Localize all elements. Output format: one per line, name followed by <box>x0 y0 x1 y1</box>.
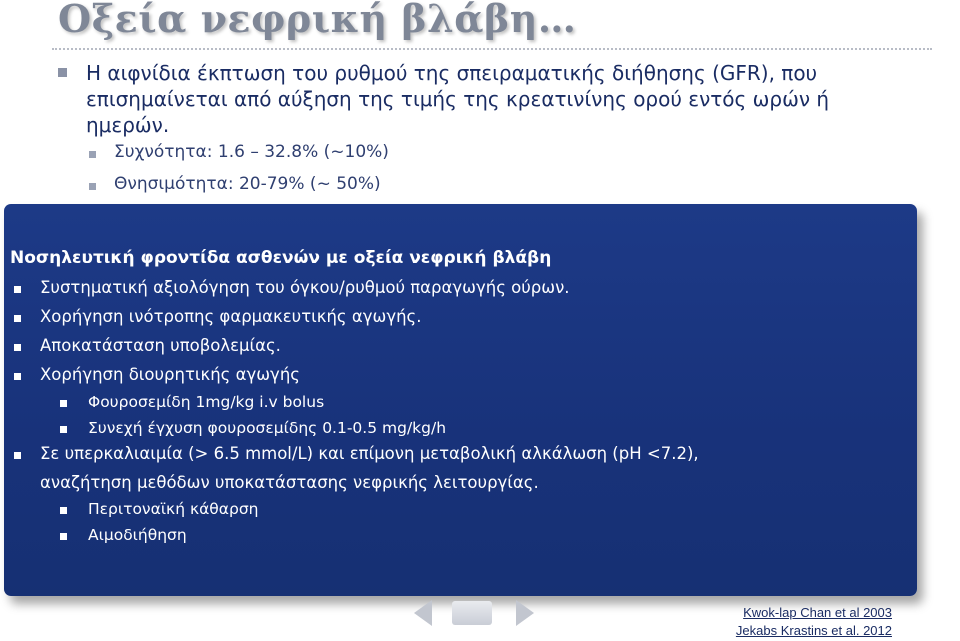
triangle-right-icon[interactable] <box>516 600 534 626</box>
bullet-square-icon <box>60 533 67 540</box>
reference-chan[interactable]: Kwok-lap Chan et al 2003 <box>743 605 892 620</box>
panel-item-hyperkalemia-cont: αναζήτηση μεθόδων υποκατάστασης νεφρικής λειτουργίας. <box>40 473 539 492</box>
slide-title: Οξεία νεφρική βλάβη… <box>58 0 577 41</box>
bullet-square-icon <box>14 315 21 322</box>
title-divider <box>52 48 932 50</box>
diuretic-sub-infusion: Συνεχή έγχυση φουροσεμίδης 0.1-0.5 mg/kg/h <box>88 419 447 437</box>
panel-item-inotropes: Χορήγηση ινότροπης φαρμακευτικής αγωγής. <box>40 307 422 326</box>
bullet-square-icon <box>14 452 21 459</box>
diuretic-sub-bolus: Φουροσεμίδη 1mg/kg i.v bolus <box>88 393 325 411</box>
mortality-bullet: Θνησιμότητα: 20-79% (~ 50%) <box>114 174 381 194</box>
frequency-bullet: Συχνότητα: 1.6 – 32.8% (~10%) <box>114 142 389 162</box>
bullet-square-icon <box>60 426 67 433</box>
reference-krastins[interactable]: Jekabs Krastins et al. 2012 <box>735 623 892 638</box>
panel-item-hyperkalemia: Σε υπερκαλιαιμία (> 6.5 mmol/L) και επίμονη μεταβολική αλκάλωση (pH <7.2), <box>40 444 699 463</box>
replacement-sub-hemofiltration: Αιμοδιήθηση <box>88 526 187 544</box>
replacement-sub-peritoneal: Περιτοναϊκή κάθαρση <box>88 500 259 518</box>
bullet-square-icon <box>14 286 21 293</box>
panel-item-urine-assessment: Συστηματική αξιολόγηση του όγκου/ρυθμού παραγωγής ούρων. <box>40 278 570 297</box>
triangle-left-icon[interactable] <box>414 600 432 626</box>
panel-item-hypovolemia: Αποκατάσταση υποβολεμίας. <box>40 336 281 355</box>
panel-title: Νοσηλευτική φροντίδα ασθενών με οξεία νεφρική βλάβη <box>10 248 552 268</box>
bullet-square-icon <box>89 183 96 190</box>
bullet-square-icon <box>14 344 21 351</box>
bullet-square-icon <box>58 68 67 77</box>
bullet-square-icon <box>60 400 67 407</box>
home-bar-icon[interactable] <box>452 601 492 625</box>
bullet-square-icon <box>60 507 67 514</box>
definition-bullet: Η αιφνίδια έκπτωση του ρυθμού της σπειραματικής διήθησης (GFR), που επισημαίνεται από αύξηση της τιμής της κρεατινίνης ορού εντός ωρών ή ημερών. <box>86 61 830 137</box>
panel-item-diuretics: Χορήγηση διουρητικής αγωγής <box>40 365 300 384</box>
bullet-square-icon <box>14 373 21 380</box>
bullet-square-icon <box>89 151 96 158</box>
